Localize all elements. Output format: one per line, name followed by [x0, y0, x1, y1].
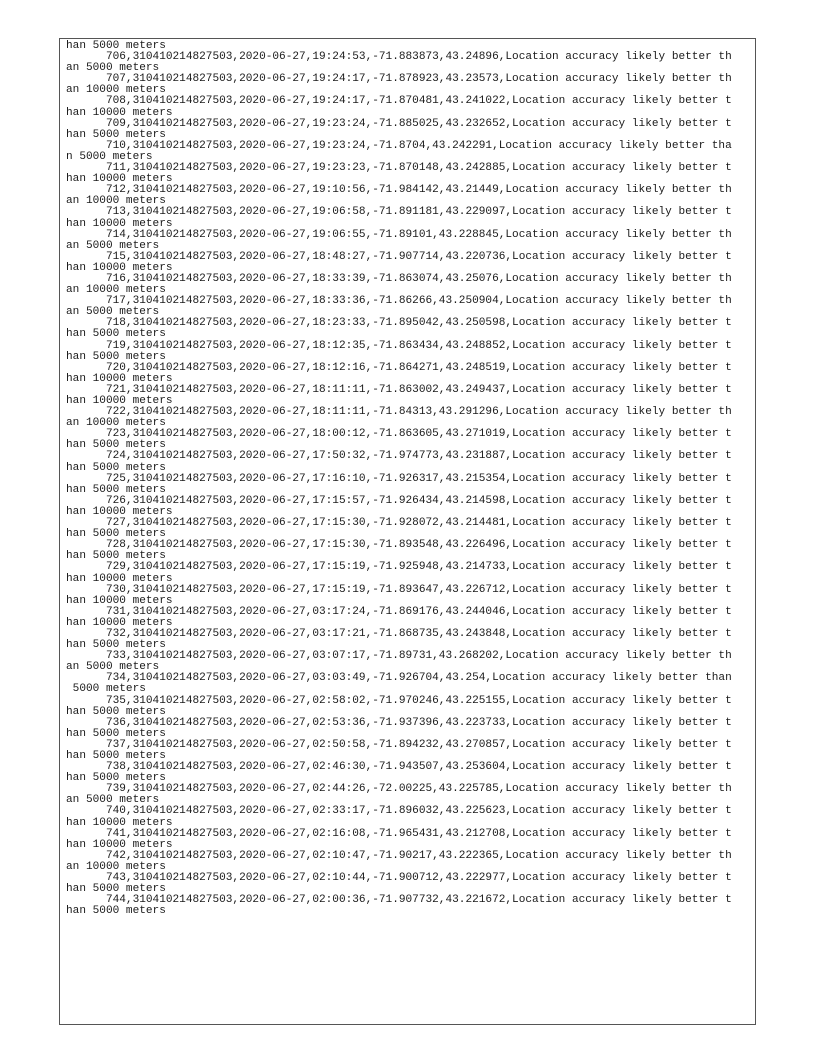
text-line: 730,310410214827503,2020-06-27,17:15:19,-71.893647,43.226712,Location accuracy likely better t [66, 583, 732, 596]
text-line: han 10000 meters [66, 816, 173, 829]
text-line: 716,310410214827503,2020-06-27,18:33:39,-71.863074,43.25076,Location accuracy likely better th [66, 272, 732, 285]
text-line: an 5000 meters [66, 794, 160, 807]
text-line: 733,310410214827503,2020-06-27,03:07:17,-71.89731,43.268202,Location accuracy likely better th [66, 650, 732, 663]
text-line: han 5000 meters [66, 128, 166, 141]
text-line: 708,310410214827503,2020-06-27,19:24:17,-71.870481,43.241022,Location accuracy likely better t [66, 95, 732, 108]
text-line: 723,310410214827503,2020-06-27,18:00:12,-71.863605,43.271019,Location accuracy likely better t [66, 428, 732, 441]
text-line: 721,310410214827503,2020-06-27,18:11:11,-71.863002,43.249437,Location accuracy likely better t [66, 383, 732, 396]
text-line: 737,310410214827503,2020-06-27,02:50:58,-71.894232,43.270857,Location accuracy likely better t [66, 738, 732, 751]
text-line: an 10000 meters [66, 84, 166, 97]
text-line: han 10000 meters [66, 505, 173, 518]
text-line: 712,310410214827503,2020-06-27,19:10:56,-71.984142,43.21449,Location accuracy likely better th [66, 184, 732, 197]
text-line: han 5000 meters [66, 705, 166, 718]
text-line: 726,310410214827503,2020-06-27,17:15:57,-71.926434,43.214598,Location accuracy likely better t [66, 494, 732, 507]
text-line: 715,310410214827503,2020-06-27,18:48:27,-71.907714,43.220736,Location accuracy likely better t [66, 250, 732, 263]
text-line: 732,310410214827503,2020-06-27,03:17:21,-71.868735,43.243848,Location accuracy likely better t [66, 627, 732, 640]
text-line: 739,310410214827503,2020-06-27,02:44:26,-72.00225,43.225785,Location accuracy likely better th [66, 783, 732, 796]
text-line: han 5000 meters [66, 483, 166, 496]
record-text-block [60, 39, 755, 917]
text-line: 735,310410214827503,2020-06-27,02:58:02,-71.970246,43.225155,Location accuracy likely better t [66, 694, 732, 707]
text-line: an 5000 meters [66, 306, 160, 319]
text-line: an 10000 meters [66, 417, 166, 430]
text-line: 741,310410214827503,2020-06-27,02:16:08,-71.965431,43.212708,Location accuracy likely better t [66, 827, 732, 840]
text-line: an 5000 meters [66, 62, 160, 75]
text-line: 717,310410214827503,2020-06-27,18:33:36,-71.86266,43.250904,Location accuracy likely better th [66, 295, 732, 308]
text-line: 740,310410214827503,2020-06-27,02:33:17,-71.896032,43.225623,Location accuracy likely better t [66, 805, 732, 818]
text-line: 729,310410214827503,2020-06-27,17:15:19,-71.925948,43.214733,Location accuracy likely better t [66, 561, 732, 574]
text-line: han 5000 meters [66, 40, 166, 52]
text-line: an 10000 meters [66, 860, 166, 873]
text-line: 713,310410214827503,2020-06-27,19:06:58,-71.891181,43.229097,Location accuracy likely better t [66, 206, 732, 219]
text-line: han 5000 meters [66, 905, 166, 918]
text-line: 707,310410214827503,2020-06-27,19:24:17,-71.878923,43.23573,Location accuracy likely better th [66, 73, 732, 86]
text-line: an 10000 meters [66, 284, 166, 297]
text-line: an 10000 meters [66, 195, 166, 208]
text-line: han 10000 meters [66, 616, 173, 629]
text-line: 728,310410214827503,2020-06-27,17:15:30,-71.893548,43.226496,Location accuracy likely better t [66, 539, 732, 552]
text-line: 5000 meters [66, 683, 146, 696]
text-line: 734,310410214827503,2020-06-27,03:03:49,-71.926704,43.254,Location accuracy likely better than [66, 672, 732, 685]
text-line: han 5000 meters [66, 639, 166, 652]
text-line: han 5000 meters [66, 328, 166, 341]
text-frame [59, 38, 756, 1025]
text-line: 743,310410214827503,2020-06-27,02:10:44,-71.900712,43.222977,Location accuracy likely better t [66, 872, 732, 885]
text-line: han 10000 meters [66, 372, 173, 385]
text-line: 711,310410214827503,2020-06-27,19:23:23,-71.870148,43.242885,Location accuracy likely better t [66, 162, 732, 175]
text-line: 744,310410214827503,2020-06-27,02:00:36,-71.907732,43.221672,Location accuracy likely better t [66, 894, 732, 907]
text-line: han 5000 meters [66, 883, 166, 896]
text-line: 742,310410214827503,2020-06-27,02:10:47,-71.90217,43.222365,Location accuracy likely better th [66, 849, 732, 862]
text-line: han 5000 meters [66, 750, 166, 762]
text-line: 722,310410214827503,2020-06-27,18:11:11,-71.84313,43.291296,Location accuracy likely better th [66, 406, 732, 419]
text-line: han 10000 meters [66, 173, 173, 186]
text-line: han 10000 meters [66, 572, 173, 585]
text-line: han 10000 meters [66, 838, 173, 851]
text-line: 709,310410214827503,2020-06-27,19:23:24,-71.885025,43.232652,Location accuracy likely better t [66, 117, 732, 130]
text-line: han 10000 meters [66, 217, 173, 230]
text-line: han 5000 meters [66, 772, 166, 785]
text-line: 736,310410214827503,2020-06-27,02:53:36,-71.937396,43.223733,Location accuracy likely better t [66, 716, 732, 729]
text-line: 710,310410214827503,2020-06-27,19:23:24,-71.8704,43.242291,Location accuracy likely better tha [66, 139, 732, 152]
text-line: 719,310410214827503,2020-06-27,18:12:35,-71.863434,43.248852,Location accuracy likely better t [66, 339, 732, 352]
text-line: han 10000 meters [66, 261, 173, 274]
text-line: han 5000 meters [66, 550, 166, 563]
text-line: 725,310410214827503,2020-06-27,17:16:10,-71.926317,43.215354,Location accuracy likely better t [66, 472, 732, 485]
text-line: an 5000 meters [66, 661, 160, 674]
text-line: 706,310410214827503,2020-06-27,19:24:53,-71.883873,43.24896,Location accuracy likely better th [66, 51, 732, 64]
text-line: 727,310410214827503,2020-06-27,17:15:30,-71.928072,43.214481,Location accuracy likely better t [66, 517, 732, 530]
text-line: han 5000 meters [66, 461, 166, 474]
text-line: 720,310410214827503,2020-06-27,18:12:16,-71.864271,43.248519,Location accuracy likely better t [66, 361, 732, 374]
text-line: han 5000 meters [66, 727, 166, 740]
text-line: 724,310410214827503,2020-06-27,17:50:32,-71.974773,43.231887,Location accuracy likely better t [66, 450, 732, 463]
text-line: han 10000 meters [66, 594, 173, 607]
text-line: han 5000 meters [66, 350, 166, 363]
text-line: han 10000 meters [66, 106, 173, 119]
text-line: han 5000 meters [66, 528, 166, 541]
text-line: han 5000 meters [66, 439, 166, 452]
text-line: han 10000 meters [66, 395, 173, 407]
text-line: 714,310410214827503,2020-06-27,19:06:55,-71.89101,43.228845,Location accuracy likely better th [66, 228, 732, 241]
text-line: 731,310410214827503,2020-06-27,03:17:24,-71.869176,43.244046,Location accuracy likely better t [66, 605, 732, 618]
text-line: n 5000 meters [66, 150, 153, 163]
text-line: 718,310410214827503,2020-06-27,18:23:33,-71.895042,43.250598,Location accuracy likely better t [66, 317, 732, 330]
text-line: 738,310410214827503,2020-06-27,02:46:30,-71.943507,43.253604,Location accuracy likely better t [66, 761, 732, 774]
text-line: an 5000 meters [66, 239, 160, 252]
